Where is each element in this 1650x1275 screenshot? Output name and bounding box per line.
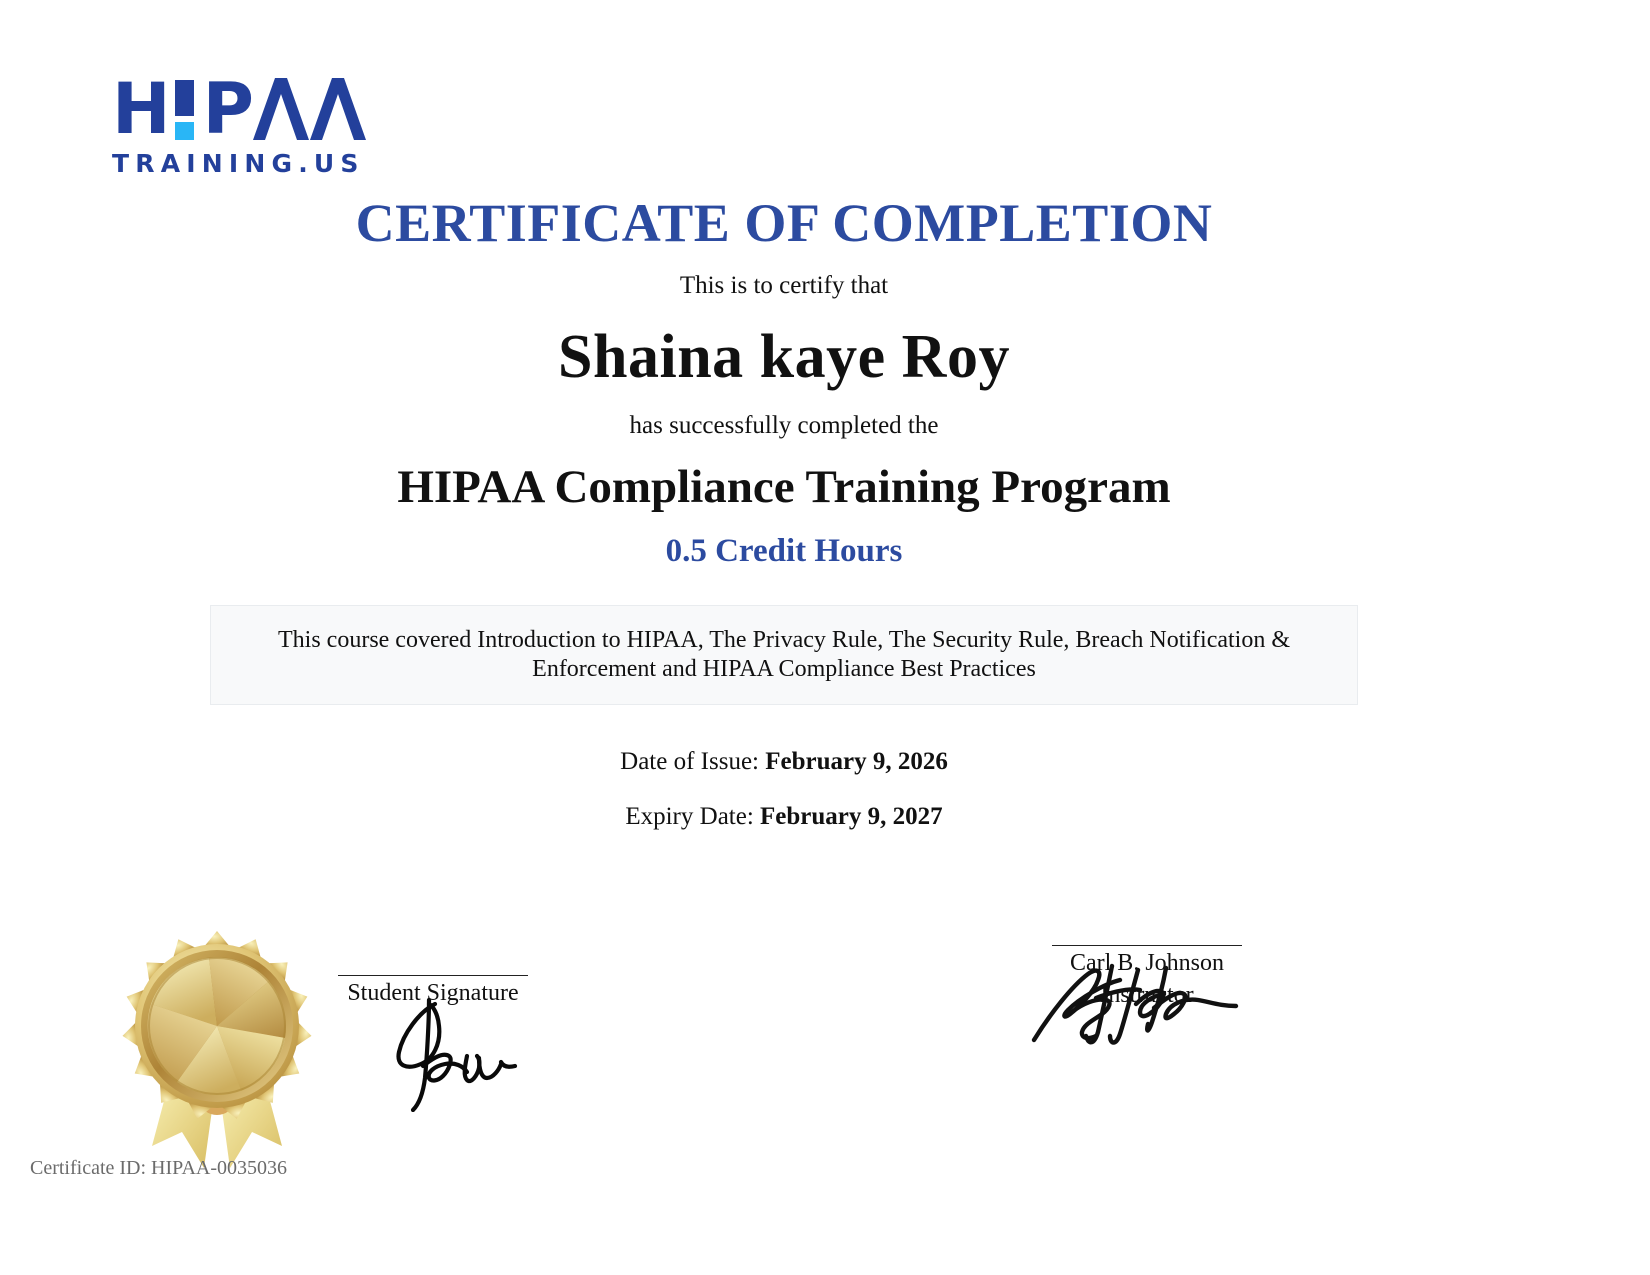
logo-letter-p: P (202, 68, 252, 150)
student-signature-block (338, 975, 528, 1008)
date-of-issue-value: February 9, 2026 (765, 748, 948, 775)
logo-exclamation-icon (171, 78, 201, 140)
certify-line: This is to certify that (679, 272, 889, 299)
logo-letter-a-2 (310, 78, 366, 140)
expiry-date-row (0, 803, 1568, 831)
instructor-title: Instructor (1100, 982, 1194, 1008)
gold-award-seal-icon (104, 918, 330, 1168)
recipient-name: Shaina kaye Roy (558, 323, 1010, 391)
logo-letter-a-1 (253, 78, 309, 140)
completed-line: has successfully completed the (629, 412, 939, 439)
instructor-signature-line (1052, 945, 1242, 946)
student-signature-line (338, 975, 528, 976)
brand-logo (112, 68, 377, 178)
certificate-id: Certificate ID: HIPAA-0035036 (30, 1157, 287, 1179)
course-description-box (210, 605, 1358, 705)
logo-wordmark (112, 68, 377, 150)
logo-subtitle: TRAINING.US (112, 149, 365, 178)
instructor-name: Carl B. Johnson (1069, 950, 1224, 976)
certificate-title: CERTIFICATE OF COMPLETION (355, 193, 1213, 253)
student-signature-label: Student Signature (347, 980, 519, 1006)
expiry-date-label: Expiry Date: (625, 803, 754, 830)
credit-hours: 0.5 Credit Hours (665, 533, 903, 569)
course-name: HIPAA Compliance Training Program (397, 461, 1171, 513)
date-of-issue-row (0, 748, 1568, 776)
instructor-signature-block (1052, 945, 1242, 1010)
course-description-text: This course covered Introduction to HIPAA, The Privacy Rule, The Security Rule, Breach Notification & Enforcement and HIPAA Compliance Best Practices (278, 627, 1290, 682)
date-of-issue-label: Date of Issue: (620, 748, 759, 775)
logo-letter-h: H (112, 68, 169, 150)
expiry-date-value: February 9, 2027 (760, 803, 943, 830)
